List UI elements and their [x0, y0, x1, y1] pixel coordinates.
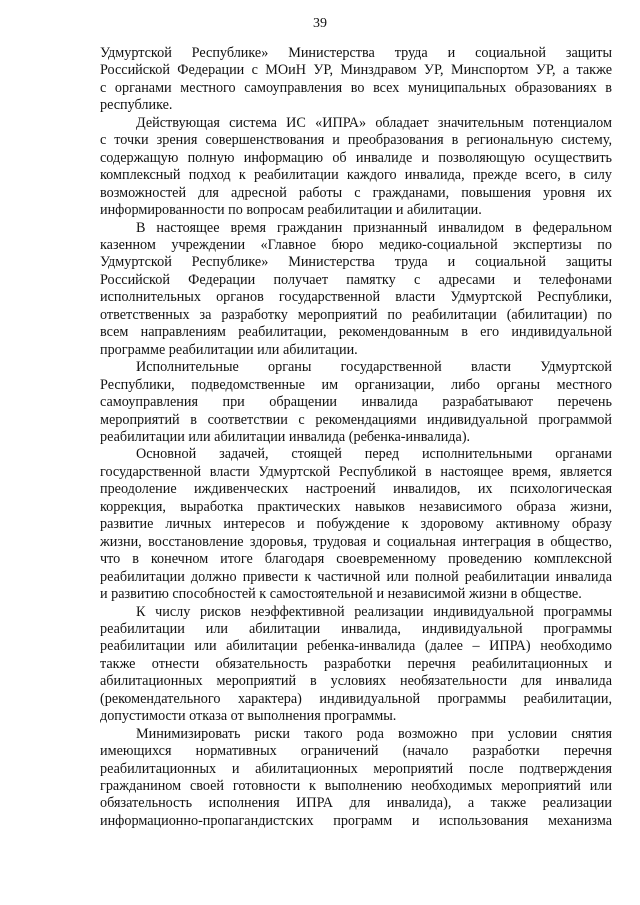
text-line: гражданином своей готовности к выполнению необходимых мероприятий или [100, 778, 612, 795]
text-line: программе реабилитации или абилитации. [100, 341, 358, 358]
text-line: также отнести обязательность разработки перечня реабилитационных и [100, 655, 612, 672]
page-number: 39 [313, 16, 327, 31]
paragraph [100, 726, 612, 831]
text-line: В настоящее время гражданин признанный инвалидом в федеральном [136, 219, 612, 236]
paragraph [100, 359, 612, 446]
text-line: реабилитационных и абилитационных мероприятий после подтверждения [100, 760, 612, 777]
text-line: (рекомендательного характера) индивидуальной программы реабилитации, [100, 690, 612, 707]
text-line: государственной власти Удмуртской Республикой в настоящее время, является [100, 463, 612, 480]
text-line: реабилитации или абилитации инвалида, индивидуальной программы [100, 620, 612, 637]
text-line: с органами местного самоуправления во всех муниципальных образованиях в [100, 79, 612, 96]
text-line: информированности по вопросам реабилитации и абилитации. [100, 202, 482, 219]
text-line: самоуправления при обращении инвалида разрабатывают перечень [100, 394, 612, 411]
text-line: республике. [100, 97, 173, 114]
paragraph [100, 220, 612, 360]
text-line: содержащую полную информацию об инвалиде и позволяющую осуществить [100, 149, 612, 166]
paragraph [100, 446, 612, 603]
text-line: Удмуртской Республике» Министерства труда и социальной защиты [100, 254, 612, 271]
text-line: исполнительных органов государственной власти Удмуртской Республики, [100, 289, 612, 306]
text-line: жизни, восстановление здоровья, трудовая и социальная интеграция в общество, [100, 533, 612, 550]
text-line: Российской Федерации с МОиН УР, Минздравом УР, Минспортом УР, а также [100, 62, 612, 79]
text-line: Исполнительные органы государственной власти Удмуртской [136, 359, 612, 376]
text-line: Действующая система ИС «ИПРА» обладает значительным потенциалом [136, 114, 612, 131]
text-line: Удмуртской Республике» Министерства труда и социальной защиты [100, 45, 612, 61]
text-line: Российской Федерации получает памятку с адресами и телефонами [100, 271, 612, 288]
text-line: Основной задачей, стоящей перед исполнительными органами [136, 446, 612, 463]
paragraph [100, 115, 612, 220]
text-line: возможностей для адресной работы с гражданами, повышения уровня их [100, 184, 612, 201]
text-line: допустимости отказа от выполнения программы. [100, 708, 397, 725]
text-line: абилитационных мероприятий в условиях необязательности для инвалида [100, 673, 612, 690]
text-line: обязательность исполнения ИПРА для инвалида), а также реализации [100, 795, 612, 812]
text-line: с точки зрения совершенствования и преобразования в региональную систему, [100, 132, 612, 149]
text-line: всем направлениям реабилитации, рекомендованным в его индивидуальной [100, 324, 612, 341]
text-line: реабилитации должно привести к частичной или полной реабилитации инвалида [100, 568, 612, 585]
text-line: ответственных за разработку мероприятий по реабилитации (абилитации) по [100, 306, 612, 323]
paragraph [100, 45, 612, 115]
text-line: преодоление иждивенческих настроений инвалидов, их психологическая [100, 481, 612, 498]
text-line: К числу рисков неэффективной реализации индивидуальной программы [136, 603, 612, 620]
text-line: Минимизировать риски такого рода возможно при условии снятия [136, 725, 612, 742]
text-line: реабилитации или абилитации ребенка-инвалида (далее – ИПРА) необходимо [100, 638, 612, 655]
text-line: коррекция, выработка практических навыков независимого образа жизни, [100, 498, 612, 515]
body-text [100, 45, 612, 830]
paragraph [100, 604, 612, 726]
text-line: комплексный подход к реабилитации каждого инвалида, прежде всего, в силу [100, 167, 612, 184]
text-line: имеющихся нормативных ограничений (начало разработки перечня [100, 743, 612, 760]
text-line: информационно-пропагандистских программ и использования механизма [100, 812, 612, 829]
text-line: и развитию способностей к самостоятельной и независимой жизни в обществе. [100, 586, 582, 603]
text-line: реабилитации или абилитации инвалида (ребенка-инвалида). [100, 428, 471, 445]
text-line: казенном учреждении «Главное бюро медико-социальной экспертизы по [100, 236, 612, 253]
text-line: развитие личных интересов и побуждение к здоровому активному образу [100, 516, 612, 533]
text-line: мероприятий в соответствии с рекомендациями индивидуальной программой [100, 411, 612, 428]
text-line: что в конечном итоге благодаря своевременному проведению комплексной [100, 551, 612, 568]
text-line: Республики, подведомственные им организации, либо органы местного [100, 376, 612, 393]
